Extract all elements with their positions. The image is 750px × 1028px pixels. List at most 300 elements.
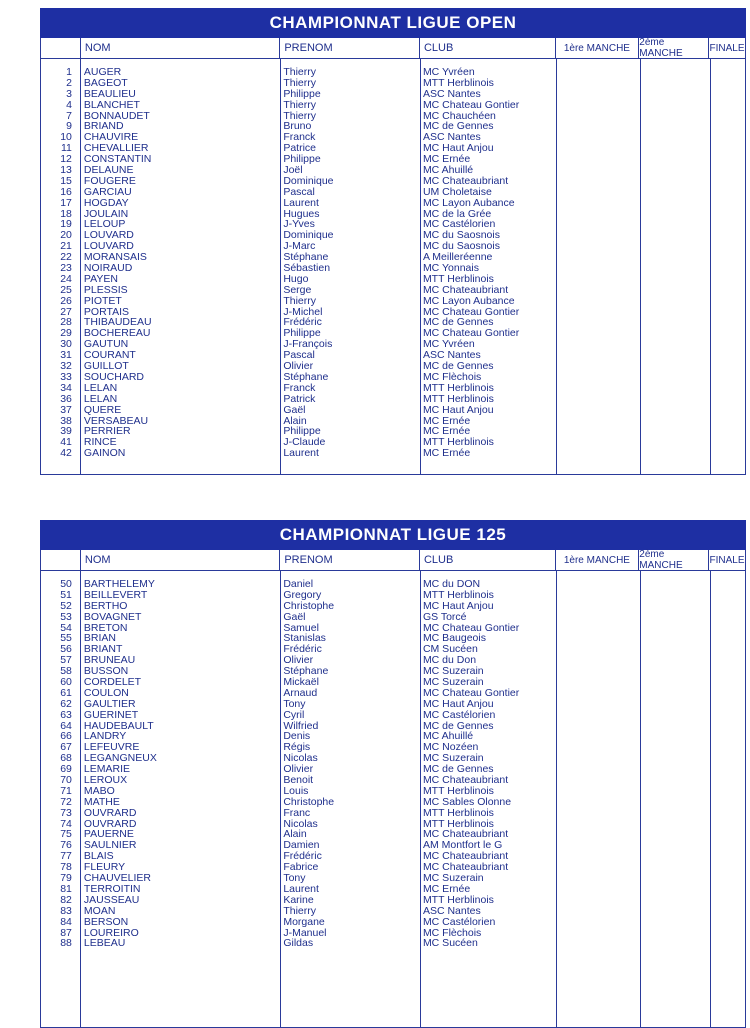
rider-number: 75 (60, 829, 72, 841)
section-title-banner (40, 520, 746, 550)
rider-club: MC Chateau Gontier (422, 328, 520, 340)
rider-prenom: Hugo (283, 273, 309, 285)
rider-prenom: J-François (283, 339, 333, 351)
cell-manche-2 (638, 209, 708, 220)
rider-number: 54 (60, 622, 72, 634)
cell-manche-1 (555, 623, 639, 634)
cell-manche-1 (555, 666, 639, 677)
rider-nom: BARTHELEMY (83, 579, 155, 590)
cell-finale (708, 198, 745, 209)
cell-finale (708, 209, 745, 220)
header-manche-2: 2ème MANCHE (638, 550, 708, 570)
cell-manche-2 (638, 350, 708, 361)
rider-nom: GARCIAU (83, 186, 132, 198)
rider-prenom: Damien (283, 840, 320, 852)
rider-prenom: Denis (283, 731, 311, 743)
rider-nom: BRIAND (83, 121, 124, 133)
rider-prenom: Stéphane (283, 252, 329, 264)
cell-finale (708, 219, 745, 230)
cell-finale (708, 263, 745, 274)
rider-club: MTT Herblinois (422, 382, 494, 394)
cell-finale (708, 154, 745, 165)
cell-manche-1 (555, 579, 639, 590)
rider-nom: PORTAIS (83, 306, 130, 318)
rider-nom: LOUVARD (83, 241, 134, 253)
cell-finale (708, 928, 745, 939)
header-club: CLUB (419, 38, 555, 58)
cell-finale (708, 829, 745, 840)
rider-club: MC Suzerain (422, 677, 484, 688)
rider-number: 51 (60, 589, 72, 601)
rider-number: 2 (66, 77, 72, 89)
rider-nom: GUILLOT (83, 361, 129, 372)
rider-nom: DELAUNE (83, 165, 134, 176)
cell-finale (708, 274, 745, 285)
cell-manche-2 (638, 579, 708, 590)
rider-club: MC Castélorien (422, 916, 496, 928)
cell-manche-2 (638, 666, 708, 677)
rider-number: 19 (60, 219, 72, 231)
rider-nom: BERSON (83, 916, 129, 928)
rider-prenom: Benoit (283, 775, 314, 786)
cell-finale (708, 764, 745, 775)
cell-finale (708, 176, 745, 187)
cell-finale (708, 437, 745, 448)
cell-manche-1 (555, 895, 639, 906)
header-finale: FINALE (708, 550, 745, 570)
cell-manche-2 (638, 198, 708, 209)
cell-finale (708, 187, 745, 198)
rider-nom: QUERE (83, 404, 122, 416)
rider-nom: BOCHEREAU (83, 328, 151, 340)
rider-club: CM Sucéen (422, 644, 478, 656)
rider-nom: BRETON (83, 622, 128, 634)
rider-club: MC Chateaubriant (422, 851, 509, 863)
rider-prenom: Frédéric (283, 851, 322, 863)
cell-manche-2 (638, 829, 708, 840)
section-title-banner (40, 8, 746, 38)
cell-manche-1 (555, 829, 639, 840)
rider-number: 41 (60, 437, 72, 449)
rider-prenom: Frédéric (283, 317, 322, 329)
rider-number: 84 (60, 916, 72, 928)
cell-manche-2 (638, 296, 708, 307)
cell-manche-1 (555, 361, 639, 372)
rider-club: MC Yvréen (422, 339, 475, 351)
results-table (40, 550, 746, 1028)
rider-number: 31 (60, 350, 72, 362)
rider-prenom: Gaël (283, 611, 306, 623)
rider-number: 7 (66, 110, 72, 122)
cell-manche-2 (638, 590, 708, 601)
rider-nom: BLANCHET (83, 99, 140, 111)
rider-number: 21 (60, 241, 72, 253)
cell-manche-2 (638, 677, 708, 688)
cell-manche-1 (555, 285, 639, 296)
rider-nom: LEBEAU (83, 938, 126, 950)
cell-finale (708, 917, 745, 928)
rider-prenom: Nicolas (283, 818, 318, 830)
rider-prenom: Dominique (283, 230, 334, 242)
cell-finale (708, 666, 745, 677)
cell-finale (708, 840, 745, 851)
rider-number: 28 (60, 317, 72, 329)
rider-number: 69 (60, 764, 72, 776)
rider-number: 61 (60, 687, 72, 699)
rider-club: MC de Gennes (422, 361, 494, 372)
cell-finale (708, 317, 745, 328)
rider-nom: AUGER (83, 67, 122, 78)
rider-prenom: Alain (283, 415, 307, 427)
rider-nom: SAULNIER (83, 840, 137, 852)
cell-manche-2 (638, 67, 708, 78)
rider-nom: TERROITIN (83, 883, 141, 895)
cell-finale (708, 753, 745, 764)
rider-number: 67 (60, 742, 72, 754)
rider-club: UM Choletaise (422, 186, 492, 198)
rider-prenom: J-Claude (283, 437, 326, 449)
cell-finale (708, 601, 745, 612)
cell-manche-1 (555, 263, 639, 274)
rider-number: 83 (60, 905, 72, 917)
section-open (40, 8, 746, 475)
rider-prenom: Olivier (283, 764, 314, 776)
rider-club: MC Ernée (422, 415, 471, 427)
cell-manche-1 (555, 252, 639, 263)
rider-prenom: Laurent (283, 883, 319, 895)
rider-number: 39 (60, 426, 72, 438)
rider-nom: BONNAUDET (83, 110, 150, 122)
rider-club: MC de Gennes (422, 121, 494, 133)
header-number (41, 38, 80, 58)
cell-finale (708, 328, 745, 339)
cell-manche-1 (555, 677, 639, 688)
rider-nom: CHAUVELIER (83, 873, 152, 884)
rider-prenom: Fabrice (283, 862, 319, 874)
cell-manche-1 (555, 906, 639, 917)
rider-number: 18 (60, 208, 72, 220)
rider-club: MC Baugeois (422, 633, 486, 645)
rider-nom: LOUVARD (83, 230, 134, 242)
rider-prenom: Philippe (283, 328, 321, 340)
cell-manche-1 (555, 317, 639, 328)
cell-finale (708, 633, 745, 644)
header-prenom: PRENOM (279, 550, 419, 570)
rider-club: MC du Don (422, 655, 477, 667)
cell-manche-1 (555, 143, 639, 154)
rider-nom: LEFEUVRE (83, 742, 140, 754)
rider-prenom: Olivier (283, 655, 314, 667)
rider-prenom: Nicolas (283, 753, 318, 765)
rider-club: MC du Saosnois (422, 241, 500, 253)
cell-manche-2 (638, 721, 708, 732)
rider-prenom: Thierry (283, 905, 316, 917)
rider-prenom: Thierry (283, 67, 316, 78)
rider-club: MTT Herblinois (422, 273, 494, 285)
rider-nom: LEGANGNEUX (83, 753, 157, 765)
rider-prenom: Franck (283, 132, 316, 144)
rider-nom: PIOTET (83, 295, 122, 307)
rider-nom: SOUCHARD (83, 371, 144, 383)
rider-nom: FOUGERE (83, 175, 136, 187)
rider-nom: PAYEN (83, 273, 118, 285)
cell-manche-1 (555, 165, 639, 176)
rider-nom: BAGEOT (83, 77, 128, 89)
cell-finale (708, 132, 745, 143)
rider-prenom: Tony (283, 873, 306, 884)
section-title: CHAMPIONNAT LIGUE 125 (279, 525, 507, 544)
cell-manche-2 (638, 644, 708, 655)
rider-club: MC Chateau Gontier (422, 306, 520, 318)
rider-nom: HAUDEBAULT (83, 720, 154, 732)
rider-number: 56 (60, 644, 72, 656)
rider-prenom: Alain (283, 829, 307, 841)
rider-number: 70 (60, 775, 72, 786)
cell-finale (708, 797, 745, 808)
rider-nom: PAUERNE (83, 829, 134, 841)
rider-club: MC Haut Anjou (422, 404, 494, 416)
cell-manche-1 (555, 100, 639, 111)
rider-club: MC Castélorien (422, 709, 496, 721)
rider-nom: PLESSIS (83, 284, 128, 296)
rider-prenom: Cyril (283, 709, 305, 721)
rider-prenom: Gaël (283, 404, 306, 416)
cell-manche-1 (555, 786, 639, 797)
cell-manche-2 (638, 78, 708, 89)
rider-club: MC de la Grée (422, 208, 492, 220)
cell-manche-2 (638, 230, 708, 241)
header-club: CLUB (419, 550, 555, 570)
rider-number: 3 (66, 88, 72, 100)
rider-club: MC Ahuillé (422, 165, 474, 176)
header-prenom: PRENOM (279, 38, 419, 58)
rider-club: MC Yonnais (422, 263, 479, 274)
cell-finale (708, 699, 745, 710)
rider-prenom: Mickaël (283, 677, 319, 688)
rider-nom: NOIRAUD (83, 263, 133, 274)
rider-prenom: J-Manuel (283, 927, 327, 939)
rider-club: MC de Gennes (422, 317, 494, 329)
cell-finale (708, 655, 745, 666)
rider-number: 17 (60, 197, 72, 209)
rider-prenom: Bruno (283, 121, 312, 133)
cell-finale (708, 895, 745, 906)
cell-manche-1 (555, 154, 639, 165)
cell-manche-2 (638, 317, 708, 328)
rider-number: 53 (60, 611, 72, 623)
rider-club: MC Ahuillé (422, 731, 474, 743)
cell-manche-1 (555, 753, 639, 764)
rider-nom: LANDRY (83, 731, 127, 743)
cell-finale (708, 688, 745, 699)
rider-nom: THIBAUDEAU (83, 317, 152, 329)
rider-nom: CHAUVIRE (83, 132, 139, 144)
cell-finale (708, 710, 745, 721)
cell-manche-1 (555, 699, 639, 710)
cell-manche-1 (555, 187, 639, 198)
rider-prenom: Pascal (283, 186, 315, 198)
rider-prenom: Thierry (283, 99, 316, 111)
rider-prenom: Stéphane (283, 666, 329, 678)
rider-nom: CORDELET (83, 677, 142, 688)
rider-number: 64 (60, 720, 72, 732)
header-manche-2: 2ème MANCHE (638, 38, 708, 58)
cell-manche-2 (638, 928, 708, 939)
cell-manche-1 (555, 383, 639, 394)
rider-number: 73 (60, 807, 72, 819)
rider-number: 77 (60, 851, 72, 863)
cell-finale (708, 383, 745, 394)
rider-number: 22 (60, 252, 72, 264)
cell-manche-1 (555, 394, 639, 405)
cell-finale (708, 111, 745, 122)
cell-manche-1 (555, 121, 639, 132)
header-nom: NOM (80, 38, 279, 58)
cell-manche-2 (638, 633, 708, 644)
rider-nom: GUERINET (83, 709, 139, 721)
rider-number: 78 (60, 862, 72, 874)
cell-manche-2 (638, 873, 708, 884)
cell-manche-2 (638, 263, 708, 274)
cell-manche-1 (555, 209, 639, 220)
cell-manche-2 (638, 917, 708, 928)
rider-club: MC Ernée (422, 883, 471, 895)
cell-manche-2 (638, 416, 708, 427)
cell-manche-2 (638, 241, 708, 252)
rider-nom: BERTHO (83, 600, 128, 612)
cell-manche-2 (638, 165, 708, 176)
rider-number: 10 (60, 132, 72, 144)
cell-finale (708, 906, 745, 917)
rider-number: 16 (60, 186, 72, 198)
header-manche-1: 1ère MANCHE (555, 38, 639, 58)
header-manche-1: 1ère MANCHE (555, 550, 639, 570)
cell-manche-2 (638, 753, 708, 764)
cell-manche-1 (555, 132, 639, 143)
rider-club: MC Chateaubriant (422, 284, 509, 296)
rider-nom: CHEVALLIER (83, 143, 149, 155)
rider-club: MC Flèchois (422, 371, 482, 383)
rider-number: 1 (66, 67, 72, 78)
rider-club: MC Layon Aubance (422, 295, 515, 307)
rider-prenom: Tony (283, 698, 306, 710)
cell-finale (708, 89, 745, 100)
rider-number: 42 (60, 448, 72, 460)
rider-prenom: Pascal (283, 350, 315, 362)
cell-manche-2 (638, 862, 708, 873)
rider-number: 55 (60, 633, 72, 645)
cell-manche-2 (638, 361, 708, 372)
rider-club: MC Chateau Gontier (422, 622, 520, 634)
rider-club: MC Chateaubriant (422, 862, 509, 874)
rider-number: 79 (60, 873, 72, 884)
rider-club: MC Chateaubriant (422, 175, 509, 187)
cell-manche-2 (638, 187, 708, 198)
cell-finale (708, 612, 745, 623)
rider-number: 30 (60, 339, 72, 351)
cell-manche-1 (555, 840, 639, 851)
cell-finale (708, 230, 745, 241)
rider-club: MTT Herblinois (422, 77, 494, 89)
rider-prenom: Louis (283, 785, 309, 797)
cell-manche-1 (555, 710, 639, 721)
cell-finale (708, 731, 745, 742)
cell-finale (708, 721, 745, 732)
rider-prenom: Thierry (283, 110, 316, 122)
cell-finale (708, 285, 745, 296)
cell-manche-1 (555, 819, 639, 830)
rider-nom: OUVRARD (83, 807, 137, 819)
rider-prenom: Gildas (283, 938, 314, 950)
cell-manche-2 (638, 339, 708, 350)
rider-prenom: Patrice (283, 143, 317, 155)
rider-club: MC Ernée (422, 448, 471, 460)
cell-finale (708, 394, 745, 405)
cell-manche-1 (555, 219, 639, 230)
cell-finale (708, 819, 745, 830)
rider-nom: BEILLEVERT (83, 589, 148, 601)
rider-prenom: Morgane (283, 916, 325, 928)
cell-manche-1 (555, 601, 639, 612)
cell-manche-2 (638, 405, 708, 416)
rider-number: 20 (60, 230, 72, 242)
rider-number: 87 (60, 927, 72, 939)
rider-club: MC Castélorien (422, 219, 496, 231)
cell-manche-2 (638, 623, 708, 634)
rider-club: MTT Herblinois (422, 807, 494, 819)
cell-manche-1 (555, 198, 639, 209)
rider-club: MC Chateaubriant (422, 775, 509, 786)
cell-finale (708, 100, 745, 111)
rider-club: MC Chateau Gontier (422, 99, 520, 111)
cell-finale (708, 296, 745, 307)
rider-number: 29 (60, 328, 72, 340)
rider-nom: BUSSON (83, 666, 129, 678)
rider-nom: LOUREIRO (83, 927, 139, 939)
cell-manche-2 (638, 437, 708, 448)
rider-club: MC Layon Aubance (422, 197, 515, 209)
cell-manche-2 (638, 372, 708, 383)
rider-prenom: J-Michel (283, 306, 323, 318)
section-title: CHAMPIONNAT LIGUE OPEN (269, 13, 517, 32)
rider-nom: LELOUP (83, 219, 126, 231)
rider-nom: VERSABEAU (83, 415, 149, 427)
rider-club: AM Montfort le G (422, 840, 503, 852)
cell-manche-2 (638, 895, 708, 906)
cell-manche-1 (555, 426, 639, 437)
cell-manche-1 (555, 764, 639, 775)
cell-manche-1 (555, 928, 639, 939)
rider-nom: BEAULIEU (83, 88, 136, 100)
cell-manche-1 (555, 230, 639, 241)
rider-prenom: J-Yves (283, 219, 315, 231)
cell-manche-2 (638, 328, 708, 339)
cell-finale (708, 67, 745, 78)
cell-finale (708, 350, 745, 361)
rider-prenom: Karine (283, 894, 314, 906)
cell-manche-2 (638, 699, 708, 710)
header-nom: NOM (80, 550, 279, 570)
rider-club: MC de Gennes (422, 720, 494, 732)
rider-club: MTT Herblinois (422, 785, 494, 797)
rider-club: A Meilleréenne (422, 252, 493, 264)
cell-manche-1 (555, 797, 639, 808)
cell-manche-2 (638, 819, 708, 830)
cell-manche-2 (638, 851, 708, 862)
cell-finale (708, 252, 745, 263)
rider-club: MC Haut Anjou (422, 600, 494, 612)
section-125 (40, 520, 746, 1028)
